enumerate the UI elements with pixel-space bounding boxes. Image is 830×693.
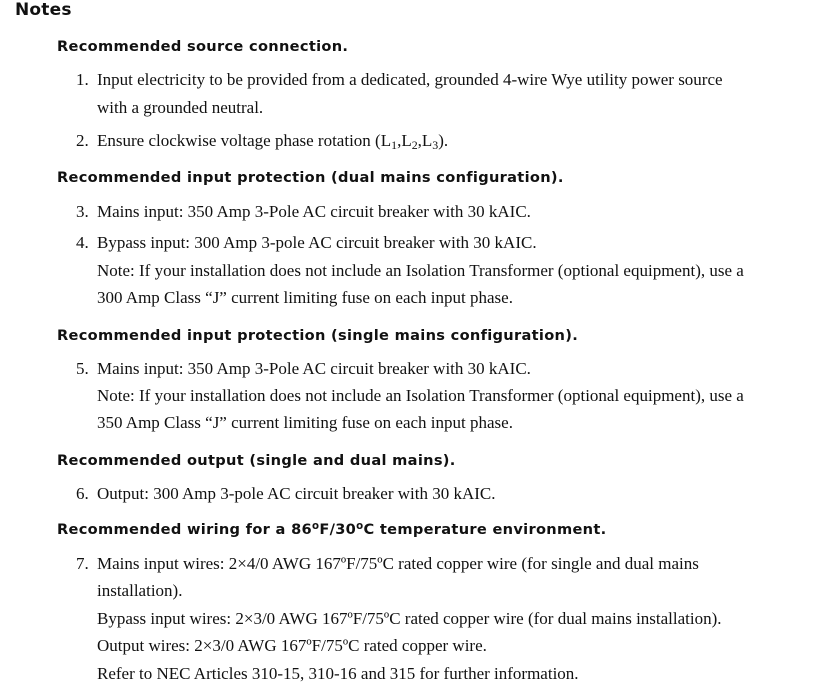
item-text: Mains input: 350 Amp 3-Pole AC circuit breaker with 30 kAIC. <box>97 202 531 221</box>
item-text: Output wires: 2×3/0 AWG 167ºF/75ºC rated copper wire. <box>97 636 487 655</box>
section-heading-input-protection-single: Recommended input protection (single mains configuration). <box>57 327 579 344</box>
section-heading-source-connection: Recommended source connection. <box>57 38 349 55</box>
item-text: installation). <box>97 581 183 600</box>
item-text: Refer to NEC Articles 310-15, 310-16 and 315 for further information. <box>97 664 579 683</box>
item-note: Note: If your installation does not include an Isolation Transformer (optional equipment), use a <box>97 261 744 280</box>
item-number: 4. <box>76 233 89 252</box>
item-number: 7. <box>76 554 89 573</box>
item-text: Mains input wires: 2×4/0 AWG 167ºF/75ºC rated copper wire (for single and dual mains <box>97 554 699 573</box>
item-text: Bypass input: 300 Amp 3-pole AC circuit breaker with 30 kAIC. <box>97 233 537 252</box>
item-text: Bypass input wires: 2×3/0 AWG 167ºF/75ºC rated copper wire (for dual mains installation). <box>97 609 722 628</box>
item-text: Input electricity to be provided from a dedicated, grounded 4-wire Wye utility power source <box>97 70 723 89</box>
item-note: 350 Amp Class “J” current limiting fuse on each input phase. <box>97 413 513 432</box>
item-text-phase-rotation: Ensure clockwise voltage phase rotation $(L_1,L_2,L_3)$. <box>97 131 449 152</box>
item-text: with a grounded neutral. <box>97 98 264 117</box>
item-text: Output: 300 Amp 3-pole AC circuit breaker with 30 kAIC. <box>97 484 496 503</box>
item-note: Note: If your installation does not include an Isolation Transformer (optional equipment), use a <box>97 386 744 405</box>
page-title: Notes <box>15 0 72 20</box>
item-number: 5. <box>76 359 89 378</box>
item-number: 2. <box>76 131 89 150</box>
item-number: 3. <box>76 202 89 221</box>
section-heading-wiring: Recommended wiring for a 86$^o$F/30$^o$C temperature environment. <box>57 521 607 538</box>
item-number: 1. <box>76 70 89 89</box>
item-text: Mains input: 350 Amp 3-Pole AC circuit breaker with 30 kAIC. <box>97 359 531 378</box>
section-heading-input-protection-dual: Recommended input protection (dual mains configuration). <box>57 169 564 186</box>
item-number: 6. <box>76 484 89 503</box>
item-note: 300 Amp Class “J” current limiting fuse on each input phase. <box>97 288 513 307</box>
section-heading-output: Recommended output (single and dual mains). <box>57 452 456 469</box>
